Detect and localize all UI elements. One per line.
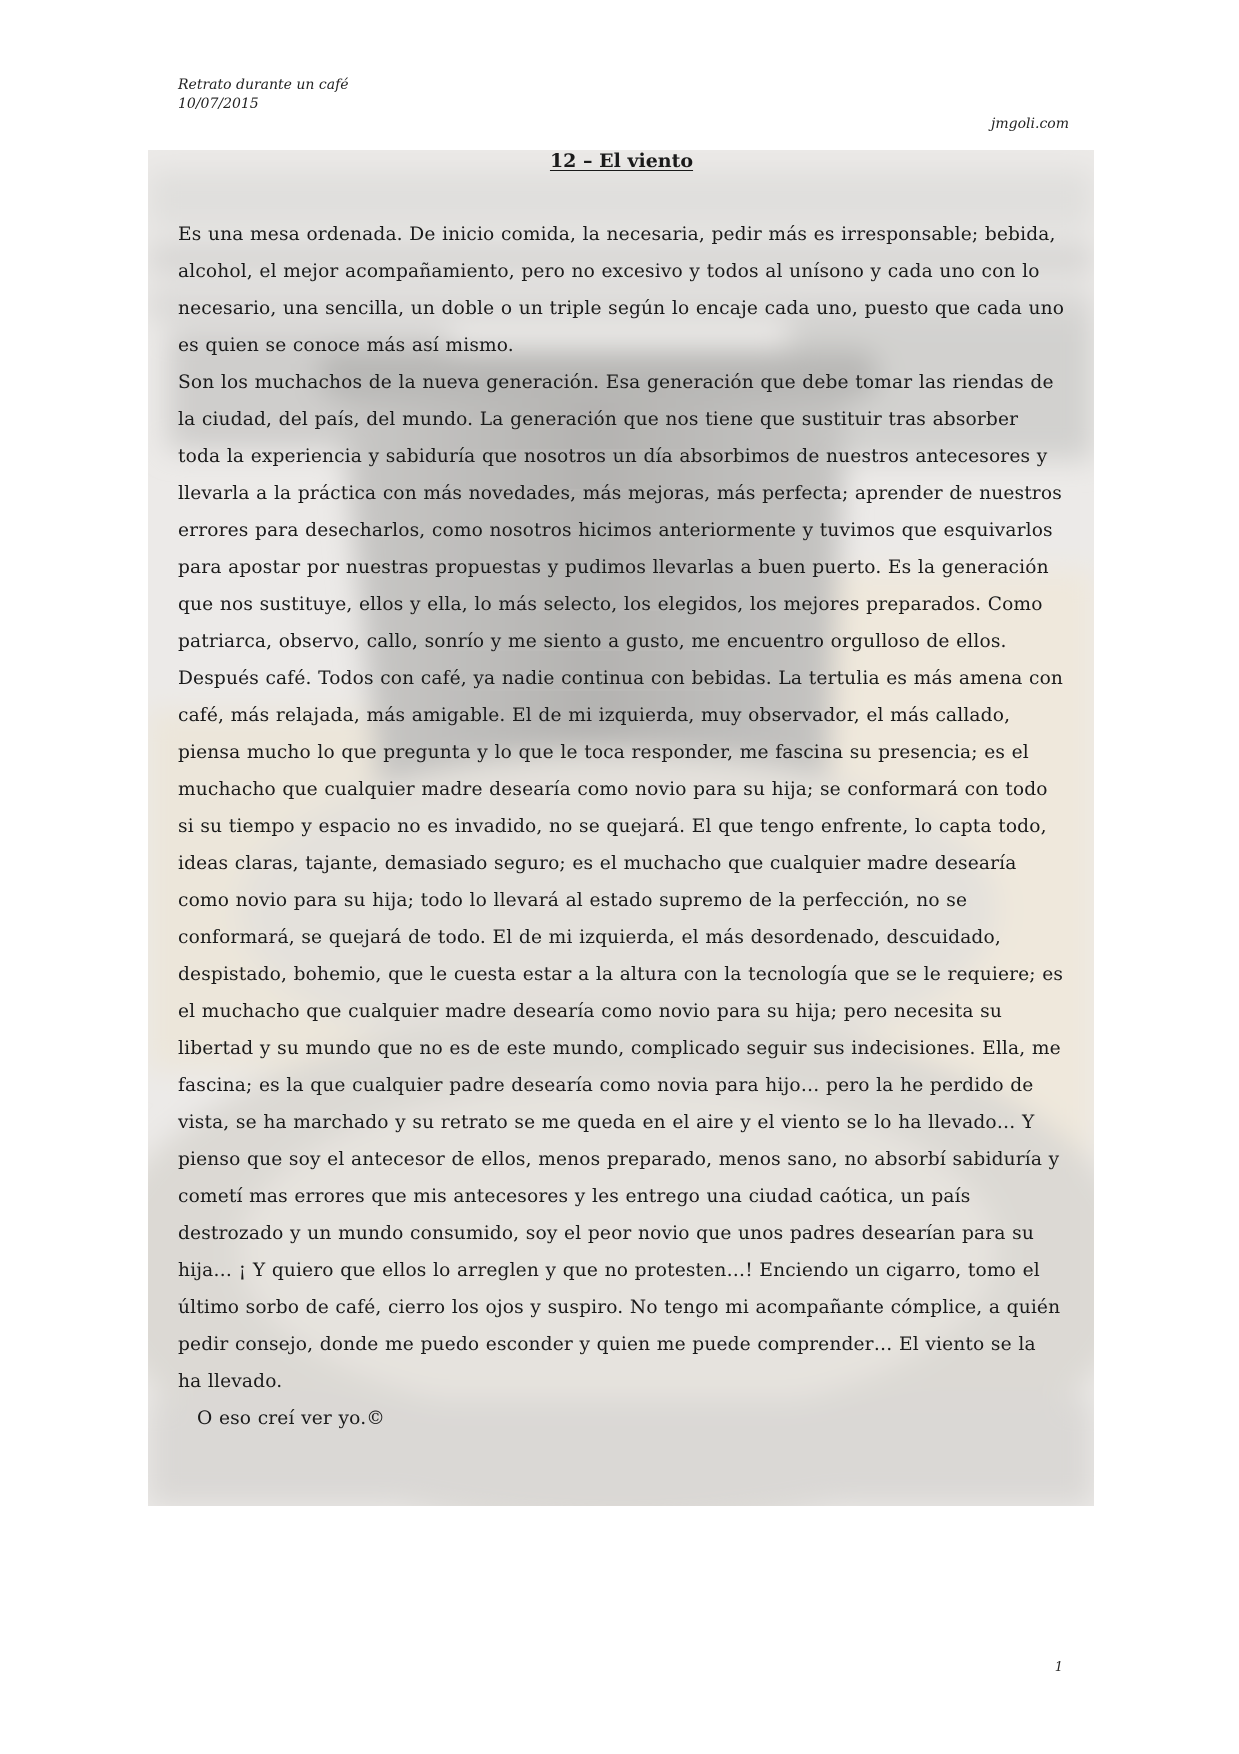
site-name: jmgoli.com (991, 116, 1069, 132)
paragraph: Después café. Todos con café, ya nadie continua con bebidas. La tertulia es más amena con café, más relajada, más amigable. El de mi izquierda, muy observador, el más callado, piensa mucho lo que pregunta y lo que le toca responder, me fascina su presencia; es el muchacho que cualquier madre desearía como novio para su hija; se conformará con todo si su tiempo y espacio no es invadido, no se quejará. El que tengo enfrente, lo capta todo, ideas claras, tajante, demasiado seguro; es el muchacho que cualquier madre desearía como novio para su hija; todo lo llevará al estado supremo de la perfección, no se conformará, se quejará de todo. El de mi izquierda, el más desordenado, descuidado, despistado, bohemio, que le cuesta estar a la altura con la tecnología que se le requiere; es el muchacho que cualquier madre desearía como novio para su hija; pero necesita su libertad y su mundo que no es de este mundo, complicado seguir sus indecisiones. Ella, me fascina; es la que cualquier padre desearía como novia para hijo… pero la he perdido de vista, se ha marchado y su retrato se me queda en el aire y el viento se lo ha llevado… Y pienso que soy el antecesor de ellos, menos preparado, menos sano, no absorbí sabiduría y cometí mas errores que mis antecesores y les entrego una ciudad caótica, un país destrozado y un mundo consumido, soy el peor novio que unos padres desearían para su hija… ¡ Y quiero que ellos lo arreglen y que no protesten…! Enciendo un cigarro, tomo el último sorbo de café, cierro los ojos y suspiro. No tengo mi acompañante cómplice, a quién pedir consejo, donde me puedo esconder y quien me puede comprender… El viento se la ha llevado. (178, 668, 1064, 1392)
paragraph: Son los muchachos de la nueva generación. Esa generación que debe tomar las riendas de la ciudad, del país, del mundo. La generación que nos tiene que sustituir tras absorber toda la experiencia y sabiduría que nosotros un día absorbimos de nuestros antecesores y llevarla a la práctica con más novedades, más mejoras, más perfecta; aprender de nuestros errores para desecharlos, como nosotros hicimos anteriormente y tuvimos que esquivarlos para apostar por nuestras propuestas y pudimos llevarlas a buen puerto. Es la generación que nos sustituye, ellos y ella, lo más selecto, los elegidos, los mejores preparados. Como patriarca, observo, callo, sonrío y me siento a gusto, me encuentro orgulloso de ellos. (178, 372, 1062, 652)
document-header (178, 76, 349, 114)
page-number: 1 (1054, 1660, 1063, 1675)
chapter-title: 12 – El viento (549, 150, 694, 172)
article (148, 150, 1094, 1437)
document-date: 10/07/2015 (178, 96, 259, 112)
content-box (148, 150, 1094, 1506)
closing-line: O eso creí ver yo.© (197, 1408, 386, 1429)
document-title: Retrato durante un café (178, 77, 349, 93)
paragraph: Es una mesa ordenada. De inicio comida, la necesaria, pedir más es irresponsable; bebida, alcohol, el mejor acompañamiento, pero no excesivo y todos al unísono y cada uno con lo necesario, una sencilla, un doble o un triple según lo encaje cada uno, puesto que cada uno es quien se conoce más así mismo. (178, 224, 1065, 356)
article-body (178, 216, 1065, 1437)
